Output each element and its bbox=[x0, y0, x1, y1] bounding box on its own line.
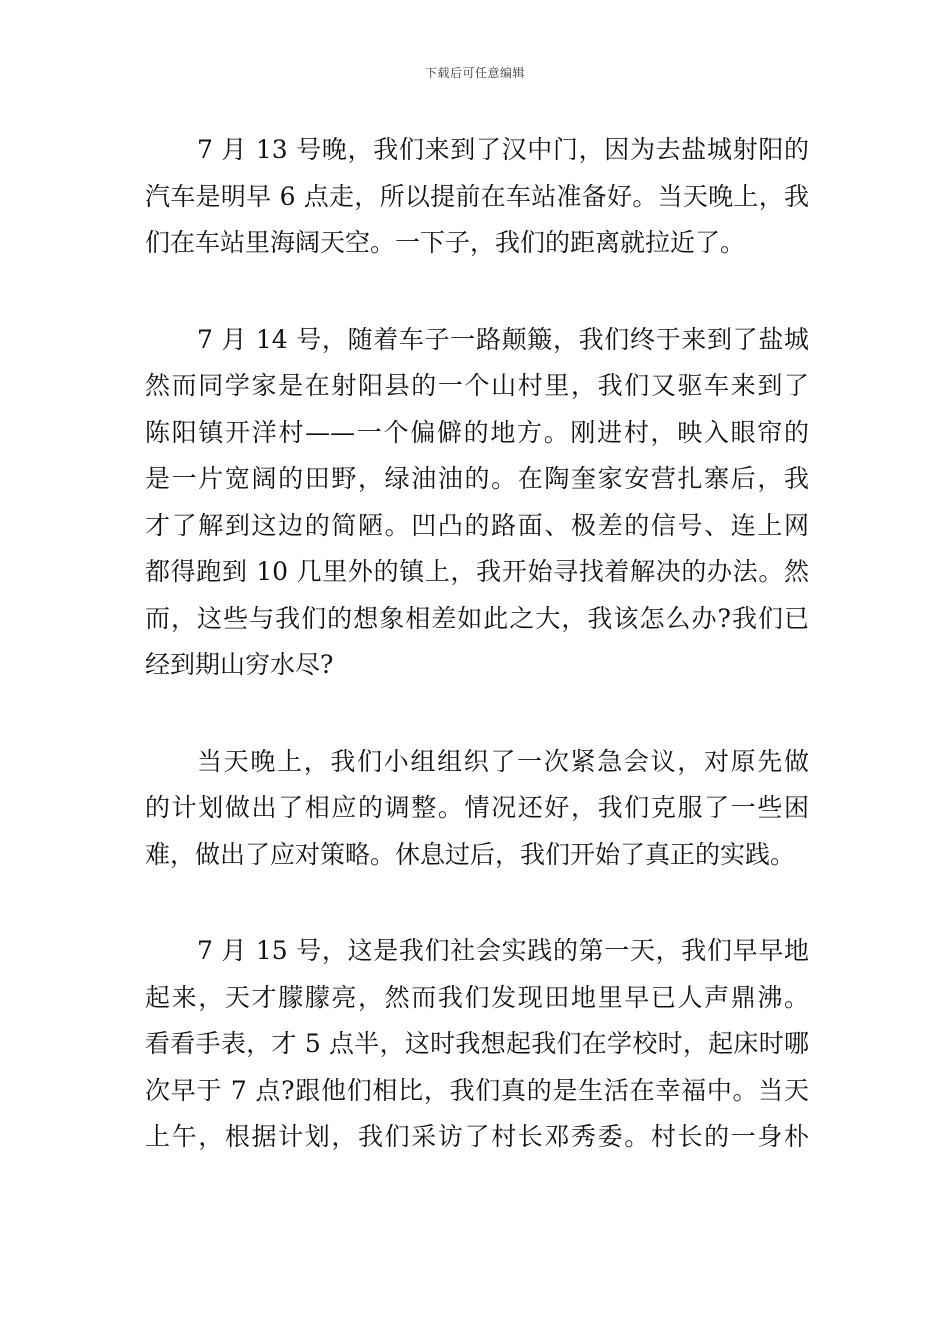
text-line: 都得跑到 10 几里外的镇上，我开始寻找着解决的办法。然 bbox=[145, 557, 809, 586]
text-line: 的计划做出了相应的调整。情况还好，我们克服了一些困 bbox=[145, 793, 809, 822]
text-line: 起来，天才朦朦亮，然而我们发现田地里早已人声鼎沸。 bbox=[145, 982, 809, 1012]
text-line: 7 月 15 号，这是我们社会实践的第一天，我们早早地 bbox=[197, 936, 809, 965]
text-line: 陈阳镇开洋村——一个偏僻的地方。刚进村，映入眼帘的 bbox=[145, 417, 809, 447]
paragraph bbox=[145, 127, 809, 267]
text-line: 然而同学家是在射阳县的一个山村里，我们又驱车来到了 bbox=[145, 371, 809, 400]
text-line: 才了解到这边的简陋。凹凸的路面、极差的信号、连上网 bbox=[145, 510, 809, 540]
text-line: 看看手表，才 5 点半，这时我想起我们在学校时，起床时哪 bbox=[145, 1029, 809, 1058]
paragraph bbox=[145, 739, 809, 879]
paragraph bbox=[145, 928, 809, 1161]
text-line: 7 月 13 号晚，我们来到了汉中门，因为去盐城射阳的 bbox=[197, 135, 809, 164]
text-line: 7 月 14 号，随着车子一路颠簸，我们终于来到了盐城 bbox=[197, 324, 809, 354]
text-line: 汽车是明早 6 点走，所以提前在车站准备好。当天晚上，我 bbox=[145, 181, 809, 211]
text-line: 们在车站里海阔天空。一下子，我们的距离就拉近了。 bbox=[145, 228, 746, 257]
document-body bbox=[145, 127, 809, 1211]
text-line: 上午，根据计划，我们采访了村长邓秀委。村长的一身朴 bbox=[145, 1122, 809, 1151]
page-header: 下载后可任意编辑 bbox=[424, 66, 525, 80]
text-line: 经到期山穷水尽? bbox=[145, 650, 334, 679]
text-line: 难，做出了应对策略。休息过后，我们开始了真正的实践。 bbox=[145, 839, 796, 869]
text-line: 是一片宽阔的田野，绿油油的。在陶奎家安营扎寨后，我 bbox=[145, 464, 809, 493]
text-line: 次早于 7 点?跟他们相比，我们真的是生活在幸福中。当天 bbox=[145, 1075, 809, 1105]
paragraph bbox=[145, 317, 809, 689]
text-line: 当天晚上，我们小组组织了一次紧急会议，对原先做 bbox=[197, 746, 809, 776]
text-line: 而，这些与我们的想象相差如此之大，我该怎么办?我们已 bbox=[145, 603, 809, 633]
